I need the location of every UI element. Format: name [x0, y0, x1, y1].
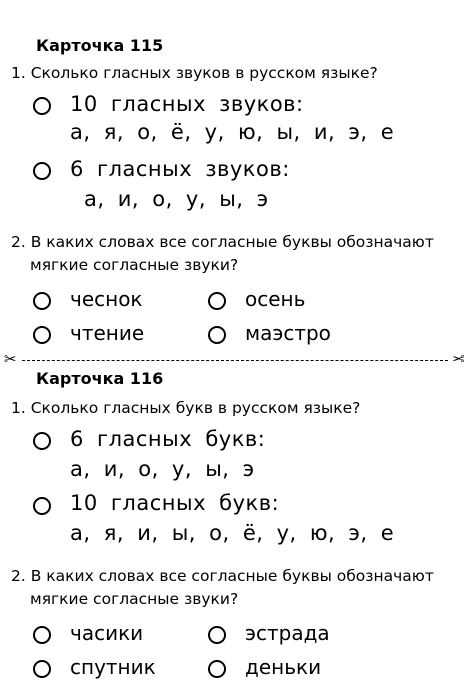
- card-115-question-2-line-1: 2. В каких словах все согласные буквы обозначают: [11, 233, 434, 251]
- cut-line-divider: [22, 360, 448, 361]
- card-116-q1-option-1-letters: а, и, о, у, ы, э: [70, 457, 255, 481]
- card-115-q1-option-1-label: 10 гласных звуков:: [70, 92, 304, 116]
- card-116-q1-option-2-radio[interactable]: [33, 497, 51, 515]
- card-116-q2-option-4-radio[interactable]: [208, 660, 226, 678]
- card-115-q1-option-1-letters: а, я, о, ё, у, ю, ы, и, э, е: [70, 120, 395, 144]
- card-116-q2-option-1-label: часики: [70, 621, 144, 645]
- card-116-q1-option-2-letters: а, я, и, ы, о, ё, у, ю, э, е: [70, 521, 395, 545]
- card-115-question-1: 1. Сколько гласных звуков в русском языке?: [11, 64, 378, 82]
- card-116-title: Карточка 116: [36, 369, 164, 388]
- card-115-q2-option-2-radio[interactable]: [208, 292, 226, 310]
- card-116-q1-option-1-label: 6 гласных букв:: [70, 427, 266, 451]
- card-115-q2-option-2-label: осень: [245, 287, 306, 311]
- card-116-q2-option-3-label: спутник: [70, 655, 156, 679]
- card-115-q2-option-1-label: чеснок: [70, 287, 143, 311]
- card-116-q2-option-1-radio[interactable]: [33, 626, 51, 644]
- card-115-q2-option-3-label: чтение: [70, 321, 145, 345]
- card-115-question-2-line-2: мягкие согласные звуки?: [30, 256, 239, 274]
- card-115-q1-option-2-label: 6 гласных звуков:: [70, 157, 290, 181]
- card-115-q2-option-1-radio[interactable]: [33, 292, 51, 310]
- card-115-title: Карточка 115: [36, 36, 164, 55]
- card-116-q2-option-2-label: эстрада: [245, 621, 330, 645]
- scissors-icon: ✂: [452, 350, 465, 368]
- card-116-q2-option-2-radio[interactable]: [208, 626, 226, 644]
- scissors-icon: ✂: [4, 350, 17, 368]
- card-116-q2-option-4-label: деньки: [245, 655, 322, 679]
- card-115-q1-option-2-radio[interactable]: [33, 162, 51, 180]
- card-116-question-2-line-1: 2. В каких словах все согласные буквы обозначают: [11, 567, 434, 585]
- card-115-q1-option-1-radio[interactable]: [33, 97, 51, 115]
- card-116-question-1: 1. Сколько гласных букв в русском языке?: [11, 399, 361, 417]
- card-115-q2-option-4-radio[interactable]: [208, 326, 226, 344]
- card-116-q1-option-2-label: 10 гласных букв:: [70, 491, 280, 515]
- card-116-question-2-line-2: мягкие согласные звуки?: [30, 590, 239, 608]
- card-115-q2-option-4-label: маэстро: [245, 321, 331, 345]
- card-116-q1-option-1-radio[interactable]: [33, 432, 51, 450]
- card-115-q1-option-2-letters: а, и, о, у, ы, э: [84, 187, 269, 211]
- card-115-q2-option-3-radio[interactable]: [33, 326, 51, 344]
- card-116-q2-option-3-radio[interactable]: [33, 660, 51, 678]
